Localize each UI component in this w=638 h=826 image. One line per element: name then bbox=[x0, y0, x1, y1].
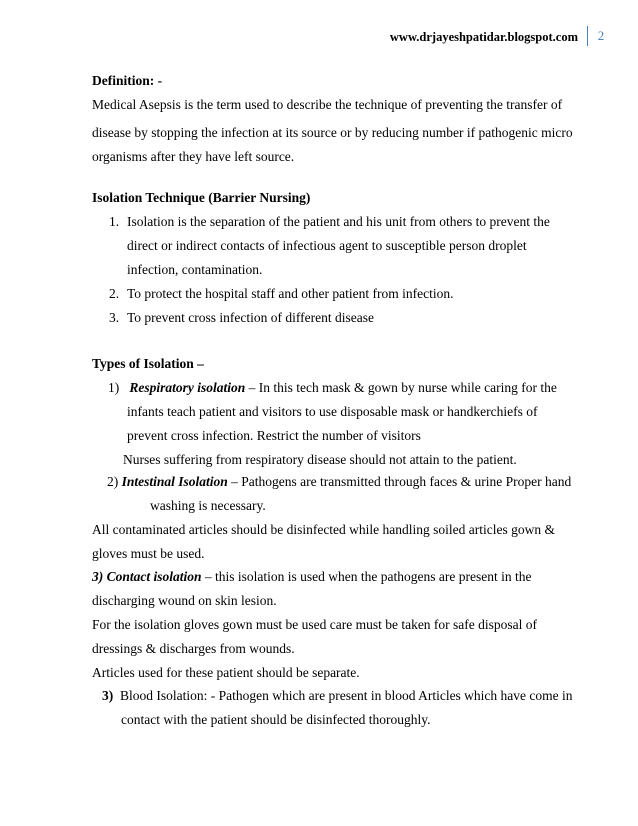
respiratory-line-4: Nurses suffering from respiratory disease should not attain to the patient. bbox=[123, 452, 517, 467]
item-2-number: 2. bbox=[109, 286, 120, 301]
contact-line-2: discharging wound on skin lesion. bbox=[92, 593, 277, 608]
blood-line-2: contact with the patient should be disinfected thoroughly. bbox=[121, 712, 431, 727]
item-1-line-2: direct or indirect contacts of infectious agent to susceptible person droplet bbox=[127, 238, 527, 253]
intestinal-number: 2) bbox=[107, 474, 119, 489]
item-1-line-3: infection, contamination. bbox=[127, 262, 263, 277]
contact-title: 3) Contact isolation bbox=[92, 569, 202, 584]
respiratory-line-1 bbox=[108, 380, 557, 396]
item-3-number: 3. bbox=[109, 310, 120, 325]
contact-line-5: Articles used for these patient should be separate. bbox=[92, 665, 360, 680]
item-1-line-1: Isolation is the separation of the patient and his unit from others to prevent the bbox=[127, 214, 550, 229]
contact-text: – this isolation is used when the pathogens are present in the bbox=[201, 569, 532, 584]
respiratory-line-2: infants teach patient and visitors to use disposable mask or handkerchiefs of bbox=[127, 404, 538, 419]
item-3-line-1: To prevent cross infection of different disease bbox=[127, 310, 374, 325]
isolation-technique-heading: Isolation Technique (Barrier Nursing) bbox=[92, 190, 311, 205]
intestinal-line-4: gloves must be used. bbox=[92, 546, 205, 561]
definition-heading: Definition: - bbox=[92, 73, 163, 88]
contact-line-4: dressings & discharges from wounds. bbox=[92, 641, 295, 656]
intestinal-line-3: All contaminated articles should be disinfected while handling soiled articles gown & bbox=[92, 522, 556, 537]
contact-line-1 bbox=[92, 569, 531, 585]
definition-line-2: disease by stopping the infection at its source or by reducing number if pathogenic micro bbox=[92, 125, 573, 140]
respiratory-title: Respiratory isolation bbox=[129, 380, 246, 395]
item-2-line-1: To protect the hospital staff and other patient from infection. bbox=[127, 286, 454, 301]
types-heading: Types of Isolation – bbox=[92, 356, 204, 371]
intestinal-line-2: washing is necessary. bbox=[150, 498, 266, 513]
contact-line-3: For the isolation gloves gown must be used care must be taken for safe disposal of bbox=[92, 617, 538, 632]
intestinal-title: Intestinal Isolation bbox=[121, 474, 228, 489]
respiratory-text: – In this tech mask & gown by nurse while caring for the bbox=[245, 380, 557, 395]
definition-line-1: Medical Asepsis is the term used to describe the technique of preventing the transfer of bbox=[92, 97, 563, 112]
intestinal-line-1 bbox=[107, 474, 571, 490]
respiratory-line-3: prevent cross infection. Restrict the number of visitors bbox=[127, 428, 421, 443]
definition-line-3: organisms after they have left source. bbox=[92, 149, 295, 164]
item-1-number: 1. bbox=[109, 214, 120, 229]
blood-number: 3) bbox=[102, 688, 114, 703]
header-site-url: www.drjayeshpatidar.blogspot.com bbox=[389, 30, 578, 44]
blood-line-1 bbox=[102, 688, 573, 704]
intestinal-text: – Pathogens are transmitted through faces & urine Proper hand bbox=[227, 474, 572, 489]
page-number: 2 bbox=[587, 26, 614, 46]
blood-text: Blood Isolation: - Pathogen which are present in blood Articles which have come in bbox=[120, 688, 573, 703]
respiratory-number: 1) bbox=[108, 380, 120, 395]
